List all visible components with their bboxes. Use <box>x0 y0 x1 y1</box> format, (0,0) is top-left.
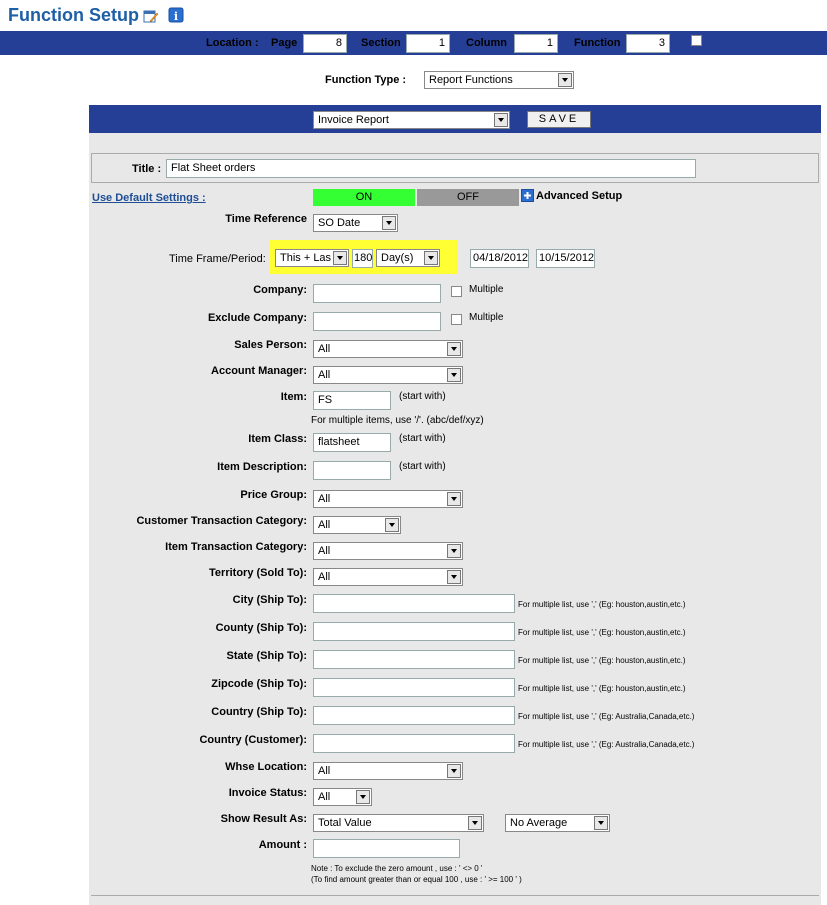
location-checkbox[interactable] <box>691 35 702 46</box>
section-label: Section <box>361 37 401 49</box>
edit-icon[interactable] <box>143 8 159 24</box>
item-description-hint: (start with) <box>399 461 446 472</box>
function-input[interactable]: 3 <box>626 34 670 53</box>
advanced-setup-link[interactable]: Advanced Setup <box>536 190 623 202</box>
chevron-down-icon <box>447 764 461 778</box>
page-title: Function Setup <box>8 5 139 25</box>
customer-transaction-category-label: Customer Transaction Category: <box>136 515 307 527</box>
start-date-input[interactable]: 04/18/2012 <box>470 249 529 268</box>
company-label: Company: <box>253 284 307 296</box>
country-customer-input[interactable] <box>313 734 515 753</box>
time-frame-mode-select[interactable]: This + Las <box>275 249 349 267</box>
title-input[interactable]: Flat Sheet orders <box>166 159 696 178</box>
account-manager-select[interactable]: All <box>313 366 463 384</box>
item-class-label: Item Class: <box>248 433 307 445</box>
show-result-select[interactable]: Total Value <box>313 814 484 832</box>
city-hint: For multiple list, use ',' (Eg: houston,austin,etc.) <box>518 600 686 609</box>
column-label: Column <box>466 37 507 49</box>
zipcode-input[interactable] <box>313 678 515 697</box>
country-ship-hint: For multiple list, use ',' (Eg: Australia,Canada,etc.) <box>518 712 695 721</box>
chevron-down-icon <box>447 342 461 356</box>
location-label: Location : <box>206 37 259 49</box>
title-field-label: Title : <box>132 163 162 175</box>
time-reference-select[interactable]: SO Date <box>313 214 398 232</box>
chevron-down-icon <box>385 518 399 532</box>
item-hint: (start with) <box>399 391 446 402</box>
item-label: Item: <box>280 391 307 403</box>
svg-text:i: i <box>173 10 179 23</box>
item-input[interactable]: FS <box>313 391 391 410</box>
save-button[interactable]: SAVE <box>527 111 591 128</box>
panel-divider <box>91 895 819 896</box>
chevron-down-icon <box>382 216 396 230</box>
country-ship-label: Country (Ship To): <box>211 706 307 718</box>
time-frame-label: Time Frame/Period: <box>169 253 266 265</box>
chevron-down-icon <box>468 816 482 830</box>
company-input[interactable] <box>313 284 441 303</box>
amount-input[interactable] <box>313 839 460 858</box>
state-label: State (Ship To): <box>226 650 307 662</box>
county-hint: For multiple list, use ',' (Eg: houston,austin,etc.) <box>518 628 686 637</box>
sales-person-select[interactable]: All <box>313 340 463 358</box>
state-input[interactable] <box>313 650 515 669</box>
function-type-label: Function Type : <box>325 74 407 86</box>
chevron-down-icon <box>424 251 438 265</box>
whse-location-label: Whse Location: <box>225 761 307 773</box>
end-date-input[interactable]: 10/15/2012 <box>536 249 595 268</box>
plus-icon[interactable] <box>521 189 534 202</box>
item-class-hint: (start with) <box>399 433 446 444</box>
page-label: Page <box>271 37 298 49</box>
exclude-company-multiple-checkbox[interactable] <box>451 314 462 325</box>
use-default-settings-link[interactable]: Use Default Settings : <box>92 192 206 204</box>
account-manager-label: Account Manager: <box>211 365 307 377</box>
exclude-company-label: Exclude Company: <box>207 312 307 324</box>
item-class-input[interactable]: flatsheet <box>313 433 391 452</box>
territory-select[interactable]: All <box>313 568 463 586</box>
item-note: For multiple items, use '/'. (abc/def/xyz) <box>311 415 484 426</box>
time-frame-unit-select[interactable]: Day(s) <box>376 249 440 267</box>
item-transaction-category-label: Item Transaction Category: <box>165 541 307 553</box>
country-ship-input[interactable] <box>313 706 515 725</box>
chevron-down-icon <box>356 790 370 804</box>
chevron-down-icon <box>447 544 461 558</box>
off-toggle[interactable]: OFF <box>417 189 519 206</box>
exclude-company-input[interactable] <box>313 312 441 331</box>
page-input[interactable]: 8 <box>303 34 347 53</box>
amount-note-2: (To find amount greater than or equal 100 , use : ' >= 100 ' ) <box>311 875 522 884</box>
function-type-select[interactable]: Report Functions <box>424 71 574 89</box>
amount-note-1: Note : To exclude the zero amount , use : ' <> 0 ' <box>311 864 483 873</box>
chevron-down-icon <box>558 73 572 87</box>
invoice-status-select[interactable]: All <box>313 788 372 806</box>
item-description-input[interactable] <box>313 461 391 480</box>
report-select[interactable]: Invoice Report <box>313 111 510 129</box>
item-transaction-category-select[interactable]: All <box>313 542 463 560</box>
chevron-down-icon <box>447 368 461 382</box>
country-customer-label: Country (Customer): <box>199 734 307 746</box>
info-icon[interactable] <box>168 7 184 23</box>
state-hint: For multiple list, use ',' (Eg: houston,austin,etc.) <box>518 656 686 665</box>
chevron-down-icon <box>494 113 508 127</box>
function-label: Function <box>574 37 621 49</box>
chevron-down-icon <box>333 251 347 265</box>
item-description-label: Item Description: <box>217 461 307 473</box>
chevron-down-icon <box>594 816 608 830</box>
amount-label: Amount : <box>258 839 307 851</box>
company-multiple-label: Multiple <box>469 284 504 295</box>
time-reference-label: Time Reference <box>225 213 307 225</box>
county-input[interactable] <box>313 622 515 641</box>
city-label: City (Ship To): <box>232 594 307 606</box>
customer-transaction-category-select[interactable]: All <box>313 516 401 534</box>
section-input[interactable]: 1 <box>406 34 450 53</box>
show-result-label: Show Result As: <box>220 813 307 825</box>
column-input[interactable]: 1 <box>514 34 558 53</box>
on-toggle[interactable]: ON <box>313 189 415 206</box>
chevron-down-icon <box>447 570 461 584</box>
average-select[interactable]: No Average <box>505 814 610 832</box>
time-frame-amount-input[interactable]: 180 <box>352 249 373 268</box>
zipcode-label: Zipcode (Ship To): <box>211 678 307 690</box>
price-group-label: Price Group: <box>240 489 307 501</box>
company-multiple-checkbox[interactable] <box>451 286 462 297</box>
whse-location-select[interactable]: All <box>313 762 463 780</box>
invoice-status-label: Invoice Status: <box>228 787 307 799</box>
county-label: County (Ship To): <box>215 622 307 634</box>
price-group-select[interactable]: All <box>313 490 463 508</box>
city-input[interactable] <box>313 594 515 613</box>
exclude-company-multiple-label: Multiple <box>469 312 504 323</box>
chevron-down-icon <box>447 492 461 506</box>
country-customer-hint: For multiple list, use ',' (Eg: Australia,Canada,etc.) <box>518 740 695 749</box>
territory-label: Territory (Sold To): <box>209 567 307 579</box>
sales-person-label: Sales Person: <box>234 339 307 351</box>
zipcode-hint: For multiple list, use ',' (Eg: houston,austin,etc.) <box>518 684 686 693</box>
